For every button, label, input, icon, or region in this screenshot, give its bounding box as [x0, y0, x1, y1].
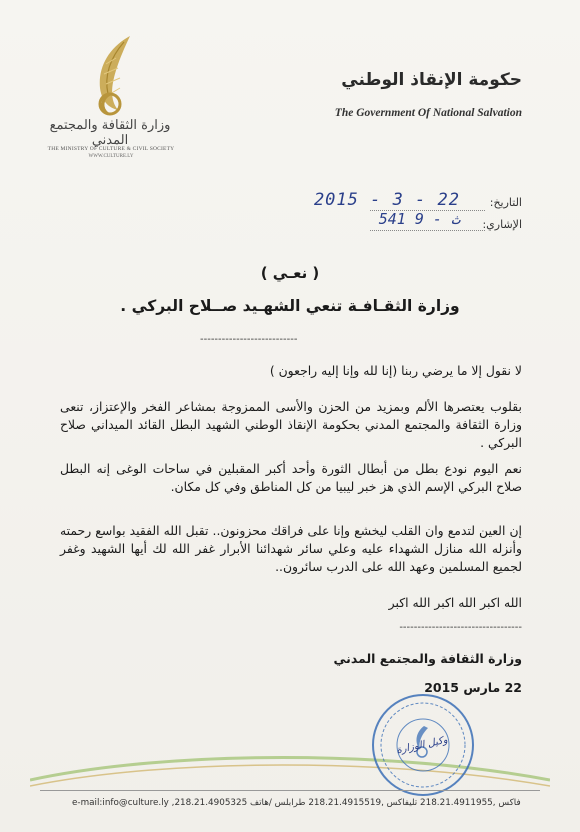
date-value: 2015 - 3 - 22 — [313, 190, 460, 210]
body-paragraph-5: الله اكبر الله اكبر الله اكبر — [388, 595, 522, 610]
signature-organization: وزارة الثقافة والمجتمع المدني — [333, 651, 522, 666]
body-paragraph-2: بقلوب يعتصرها الألم وبمزيد من الحزن والأسى الممزوجة بمشاعر الفخر والإعتزاز، تنعى وزارة الثقافة والمجتمع المدني بحكومة الإنقاذ الوطني الشهيد البطل القائد الميداني صلاح البركي . — [60, 399, 522, 450]
footer-divider — [40, 790, 540, 791]
body-paragraph-1: لا نقول إلا ما يرضي ربنا (إنا لله وإنا إليه راجعون ) — [269, 363, 522, 378]
date-label: التاريخ: — [489, 196, 522, 209]
obituary-subheading: وزارة الثقـافـة تنعي الشهـيد صــلاح البركي . — [120, 297, 460, 315]
signature-line: ---------------------------------- — [399, 622, 522, 633]
reference-value: 541 ث - 9 — [378, 210, 460, 228]
stamp-signature-text: وكيل الوزارة — [395, 734, 449, 757]
logo-text-ar: وزارة الثقافة والمجتمع المدني — [49, 118, 171, 148]
body-paragraph-3: نعم اليوم نودع بطل من أبطال الثورة وأحد أكبر المقبلين في ساحات الوغى إنه البطل صلاح البركي الإسم الذي هز خبر ليبيا من كل المناطق وفي كل مكان. — [60, 461, 522, 494]
government-name-en: The Government Of National Salvation — [334, 107, 522, 119]
reference-label: الإشاري: — [482, 218, 522, 231]
government-name-ar: حكومة الإنقاذ الوطني — [341, 70, 522, 90]
logo-url: WWW.CULTURE.LY — [88, 154, 134, 159]
footer-contact: e-mail:info@culture.ly ,218.21.4905325 فاكس ,218.21.4911955 تليفاكس ,218.21.4915519 طرابلس /هاتف — [72, 798, 521, 808]
body-paragraph-4: إن العين لتدمع وان القلب ليخشع وإنا على فراقك محزونون.. تقبل الله الفقيد بواسع رحمته وأنزله الله منازل الشهداء عليه وعلي سائر شهدائنا الأبرار غفر الله لك أيها الشهيد وغفر لجميع المسلمين وعهد الله على الدرب سائرون.. — [60, 523, 522, 574]
signature-date: 22 مارس 2015 — [424, 680, 522, 695]
reference-dotted-line — [370, 230, 485, 231]
title-separator: --------------------------- — [200, 334, 298, 345]
obituary-heading: ( نعـي ) — [260, 264, 320, 282]
logo-text-en: THE MINISTRY OF CULTURE & CIVIL SOCIETY — [47, 146, 175, 152]
